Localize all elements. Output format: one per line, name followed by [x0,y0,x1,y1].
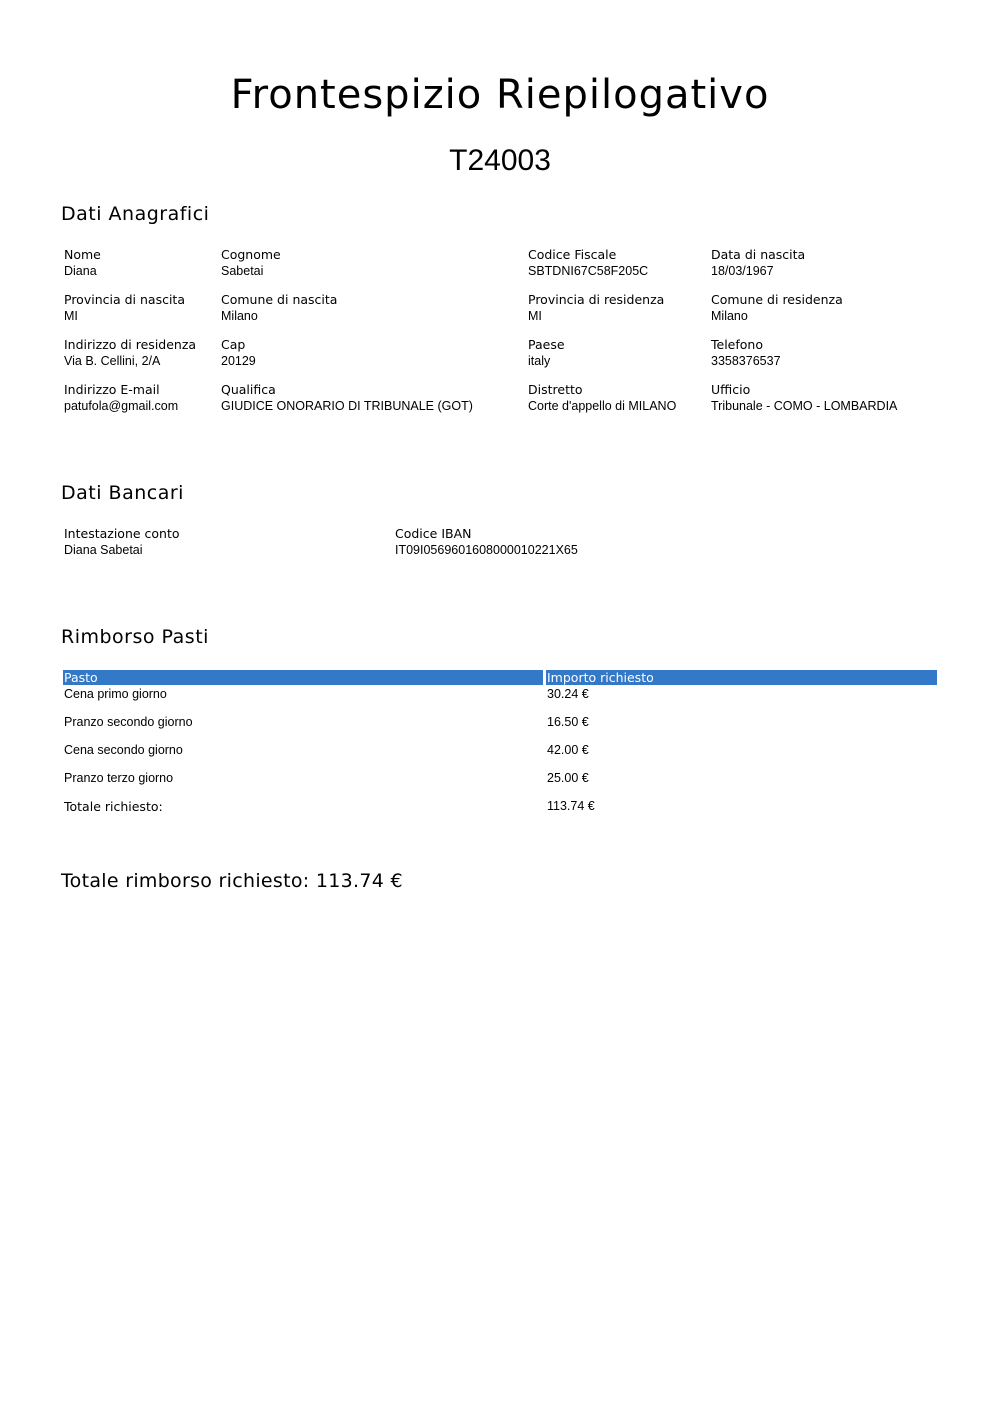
field-value-iban: IT09I0569601608000010221X65 [395,543,578,557]
field-label-data-nascita: Data di nascita [711,247,806,262]
section-title-anagrafici: Dati Anagrafici [61,203,210,225]
field-label-codice-fiscale: Codice Fiscale [528,247,617,262]
field-label-ufficio: Ufficio [711,382,751,397]
field-label-telefono: Telefono [711,337,763,352]
field-label-qualifica: Qualifica [221,382,276,397]
table-total-label: Totale richiesto: [64,799,163,814]
field-label-cognome: Cognome [221,247,281,262]
table-total-value: 113.74 € [547,799,595,813]
field-label-email: Indirizzo E-mail [64,382,160,397]
table-cell-pasto: Pranzo terzo giorno [64,771,174,785]
field-value-provincia-residenza: MI [528,309,542,323]
field-label-iban: Codice IBAN [395,526,472,541]
table-cell-importo: 30.24 € [547,687,589,701]
column-header-pasto: Pasto [63,670,543,685]
field-label-intestazione: Intestazione conto [64,526,180,541]
field-value-email: patufola@gmail.com [64,399,179,413]
field-label-paese: Paese [528,337,565,352]
field-label-provincia-residenza: Provincia di residenza [528,292,665,307]
field-value-codice-fiscale: SBTDNI67C58F205C [528,264,649,278]
table-cell-importo: 25.00 € [547,771,589,785]
field-label-provincia-nascita: Provincia di nascita [64,292,185,307]
table-header [63,670,937,685]
field-label-distretto: Distretto [528,382,583,397]
field-value-indirizzo-residenza: Via B. Cellini, 2/A [64,354,161,368]
field-value-comune-residenza: Milano [711,309,748,323]
table-cell-pasto: Cena secondo giorno [64,743,183,757]
table-cell-importo: 42.00 € [547,743,589,757]
section-title-bancari: Dati Bancari [61,482,184,504]
field-value-intestazione: Diana Sabetai [64,543,143,557]
field-value-qualifica: GIUDICE ONORARIO DI TRIBUNALE (GOT) [221,399,473,413]
section-title-pasti: Rimborso Pasti [61,626,209,648]
field-value-distretto: Corte d'appello di MILANO [528,399,677,413]
field-label-nome: Nome [64,247,101,262]
table-cell-pasto: Cena primo giorno [64,687,167,701]
field-value-cognome: Sabetai [221,264,264,278]
field-label-cap: Cap [221,337,246,352]
table-cell-importo: 16.50 € [547,715,589,729]
grand-total: Totale rimborso richiesto: 113.74 € [61,870,403,892]
field-value-data-nascita: 18/03/1967 [711,264,774,278]
field-label-indirizzo-residenza: Indirizzo di residenza [64,337,197,352]
field-label-comune-nascita: Comune di nascita [221,292,338,307]
field-value-cap: 20129 [221,354,256,368]
field-value-provincia-nascita: MI [64,309,78,323]
field-value-nome: Diana [64,264,97,278]
field-value-comune-nascita: Milano [221,309,258,323]
field-value-ufficio: Tribunale - COMO - LOMBARDIA [711,399,898,413]
table-cell-pasto: Pranzo secondo giorno [64,715,193,729]
column-header-importo: Importo richiesto [546,670,937,685]
field-value-paese: italy [528,354,551,368]
document-code: T24003 [449,144,551,177]
field-label-comune-residenza: Comune di residenza [711,292,843,307]
page-title: Frontespizio Riepilogativo [230,72,770,118]
field-value-telefono: 3358376537 [711,354,781,368]
